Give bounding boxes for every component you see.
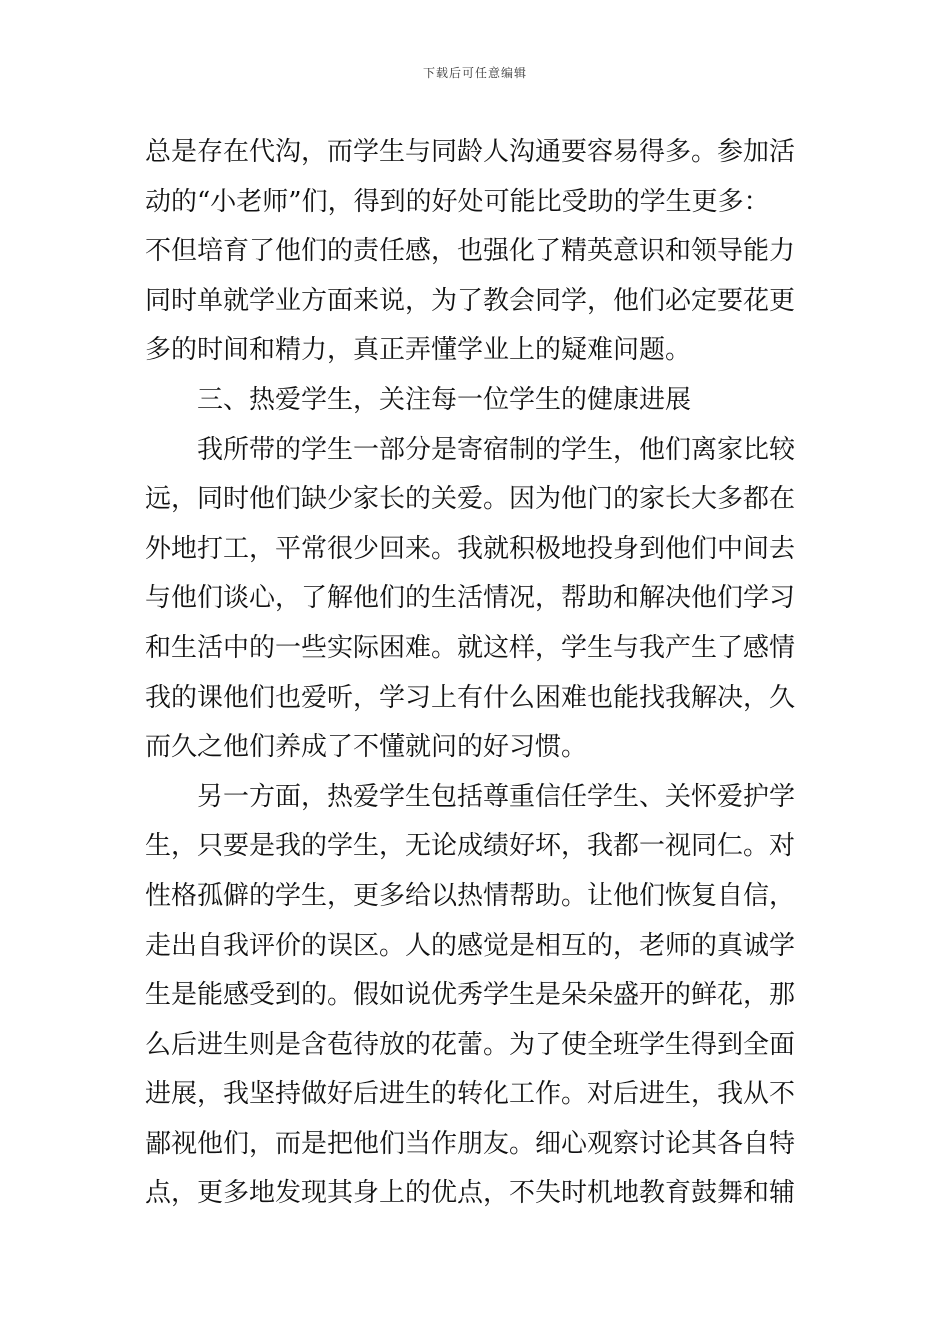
text-line: 同时单就学业方面来说，为了教会同学，他们必定要花更 bbox=[145, 285, 796, 316]
text-line: 么后进生则是含苞待放的花蕾。为了使全班学生得到全面 bbox=[145, 1029, 796, 1060]
text-line: 外地打工，平常很少回来。我就积极地投身到他们中间去 bbox=[145, 533, 796, 564]
text-line: 总是存在代沟，而学生与同龄人沟通要容易得多。参加活 bbox=[145, 137, 796, 167]
text-line: 鄙视他们，而是把他们当作朋友。细心观察讨论其各自特 bbox=[145, 1128, 796, 1159]
text-line: 而久之他们养成了不懂就问的好习惯。 bbox=[145, 732, 588, 763]
text-line: 动的“小老师”们，得到的好处可能比受助的学生更多： bbox=[145, 186, 770, 217]
text-line: 走出自我评价的误区。人的感觉是相互的，老师的真诚学 bbox=[145, 930, 796, 961]
text-line: 生，只要是我的学生，无论成绩好坏，我都一视同仁。对 bbox=[145, 831, 796, 862]
text-line: 与他们谈心，了解他们的生活情况，帮助和解决他们学习 bbox=[145, 583, 796, 614]
text-line: 我的课他们也爱听，学习上有什么困难也能找我解决，久 bbox=[145, 682, 796, 713]
text-line: 性格孤僻的学生，更多给以热情帮助。让他们恢复自信， bbox=[145, 880, 796, 911]
page-header-note: 下载后可任意编辑 bbox=[422, 66, 527, 80]
text-line: 点，更多地发现其身上的优点，不失时机地教育鼓舞和辅 bbox=[145, 1178, 796, 1209]
text-line: 生是能感受到的。假如说优秀学生是朵朵盛开的鲜花，那 bbox=[145, 980, 796, 1011]
text-line: 不但培育了他们的责任感，也强化了精英意识和领导能力 bbox=[145, 236, 796, 267]
text-line: 我所带的学生一部分是寄宿制的学生，他们离家比较 bbox=[197, 434, 796, 465]
text-line: 远，同时他们缺少家长的关爱。因为他门的家长大多都在 bbox=[145, 484, 796, 515]
text-line: 多的时间和精力，真正弄懂学业上的疑难问题。 bbox=[145, 335, 692, 366]
text-line: 和生活中的一些实际困难。就这样，学生与我产生了感情 bbox=[145, 632, 796, 663]
document-body bbox=[145, 130, 807, 1221]
text-line: 另一方面，热爱学生包括尊重信任学生、关怀爱护学 bbox=[197, 781, 796, 812]
text-line: 进展，我坚持做好后进生的转化工作。对后进生，我从不 bbox=[145, 1079, 796, 1110]
section-heading: 三、热爱学生，关注每一位学生的健康进展 bbox=[197, 384, 692, 415]
